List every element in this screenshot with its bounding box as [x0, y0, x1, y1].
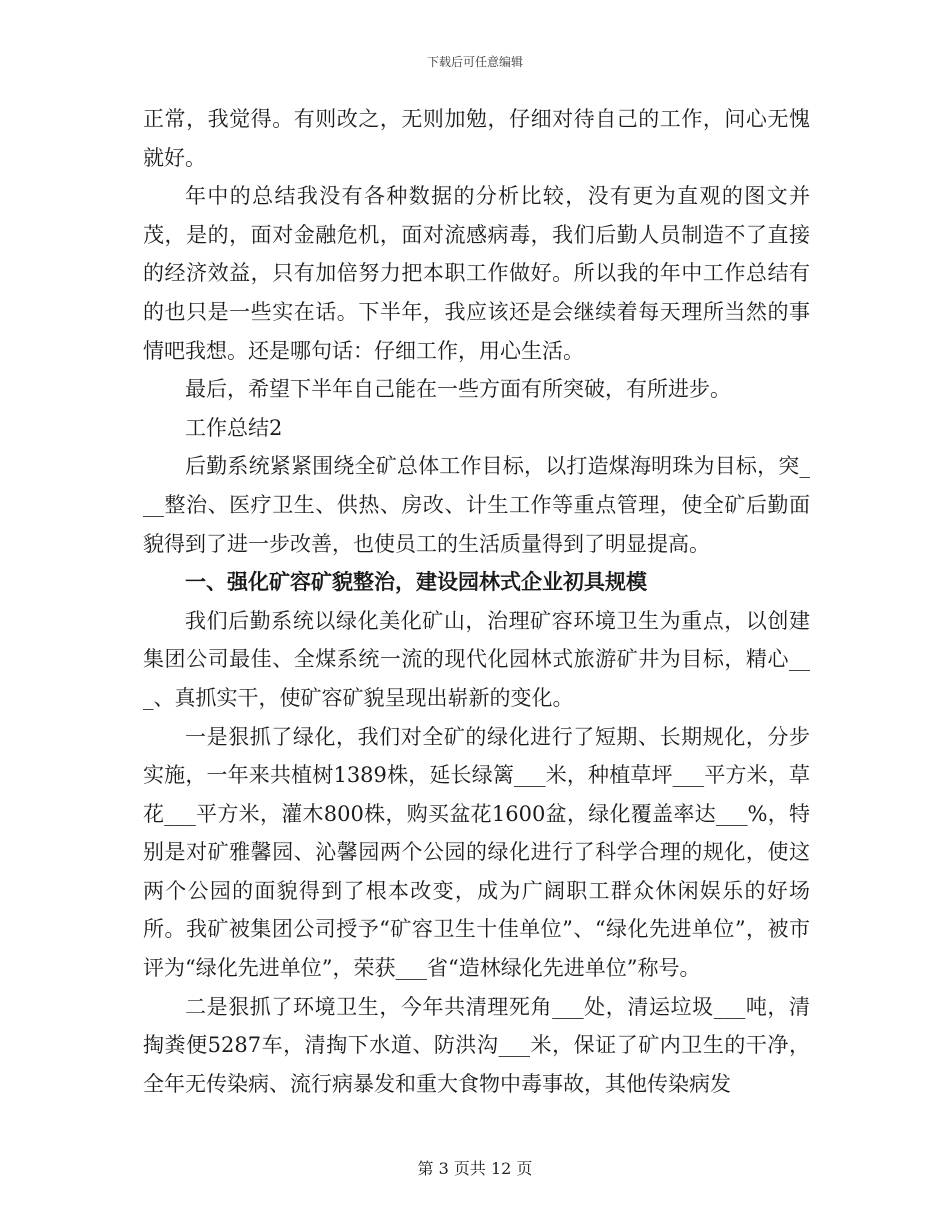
page-footer: 第 3 页共 12 页 [417, 1159, 533, 1178]
paragraph-sanitation: 二是狠抓了环境卫生，今年共清理死角___处，清运垃圾___吨，清掏粪便5287车，清掏下水道、防洪沟___米，保证了矿内卫生的干净，全年无传染病、流行病暴发和重大食物中毒事故，其他传染病发 [143, 994, 810, 1096]
section-title: 工作总结2 [185, 415, 283, 440]
document-body [143, 100, 810, 1103]
paragraph-logistics-intro: 后勤系统紧紧围绕全矿总体工作目标，以打造煤海明珠为目标，突___整治、医疗卫生、供热、房改、计生工作等重点管理，使全矿后勤面貌得到了进一步改善，也使员工的生活质量得到了明显提高。 [143, 454, 810, 556]
paragraph-greening-goal: 我们后勤系统以绿化美化矿山，治理矿容环境卫生为重点，以创建集团公司最佳、全煤系统一流的现代化园林式旅游矿井为目标，精心___、真抓实干，使矿容矿貌呈现出崭新的变化。 [143, 608, 810, 710]
section-heading: 一、强化矿容矿貌整治，建设园林式企业初具规模 [185, 570, 647, 595]
paragraph-midyear-summary: 年中的总结我没有各种数据的分析比较，没有更为直观的图文并茂，是的，面对金融危机，面对流感病毒，我们后勤人员制造不了直接的经济效益，只有加倍努力把本职工作做好。所以我的年中工作总结有的也只是一些实在话。下半年，我应该还是会继续着每天理所当然的事情吧我想。还是哪句话：仔细工作，用心生活。 [143, 184, 810, 363]
paragraph-continuation: 正常，我觉得。有则改之，无则加勉，仔细对待自己的工作，问心无愧就好。 [143, 107, 810, 170]
paragraph-greening-details: 一是狠抓了绿化，我们对全矿的绿化进行了短期、长期规化，分步实施，一年来共植树1389株，延长绿篱___米，种植草坪___平方米，草花___平方米，灌木800株，购买盆花1600盆，绿化覆盖率达___%，特别是对矿雅馨园、沁馨园两个公园的绿化进行了科学合理的规化，使这两个公园的面貌得到了根本改变，成为广阔职工群众休闲娱乐的好场所。我矿被集团公司授予“矿容卫生十佳单位”、“绿化先进单位”，被市评为“绿化先进单位”，荣获___省“造林绿化先进单位”称号。 [143, 724, 810, 981]
paragraph-closing-wish: 最后，希望下半年自己能在一些方面有所突破，有所进步。 [185, 377, 731, 402]
page-header: 下载后可任意编辑 [426, 55, 523, 69]
